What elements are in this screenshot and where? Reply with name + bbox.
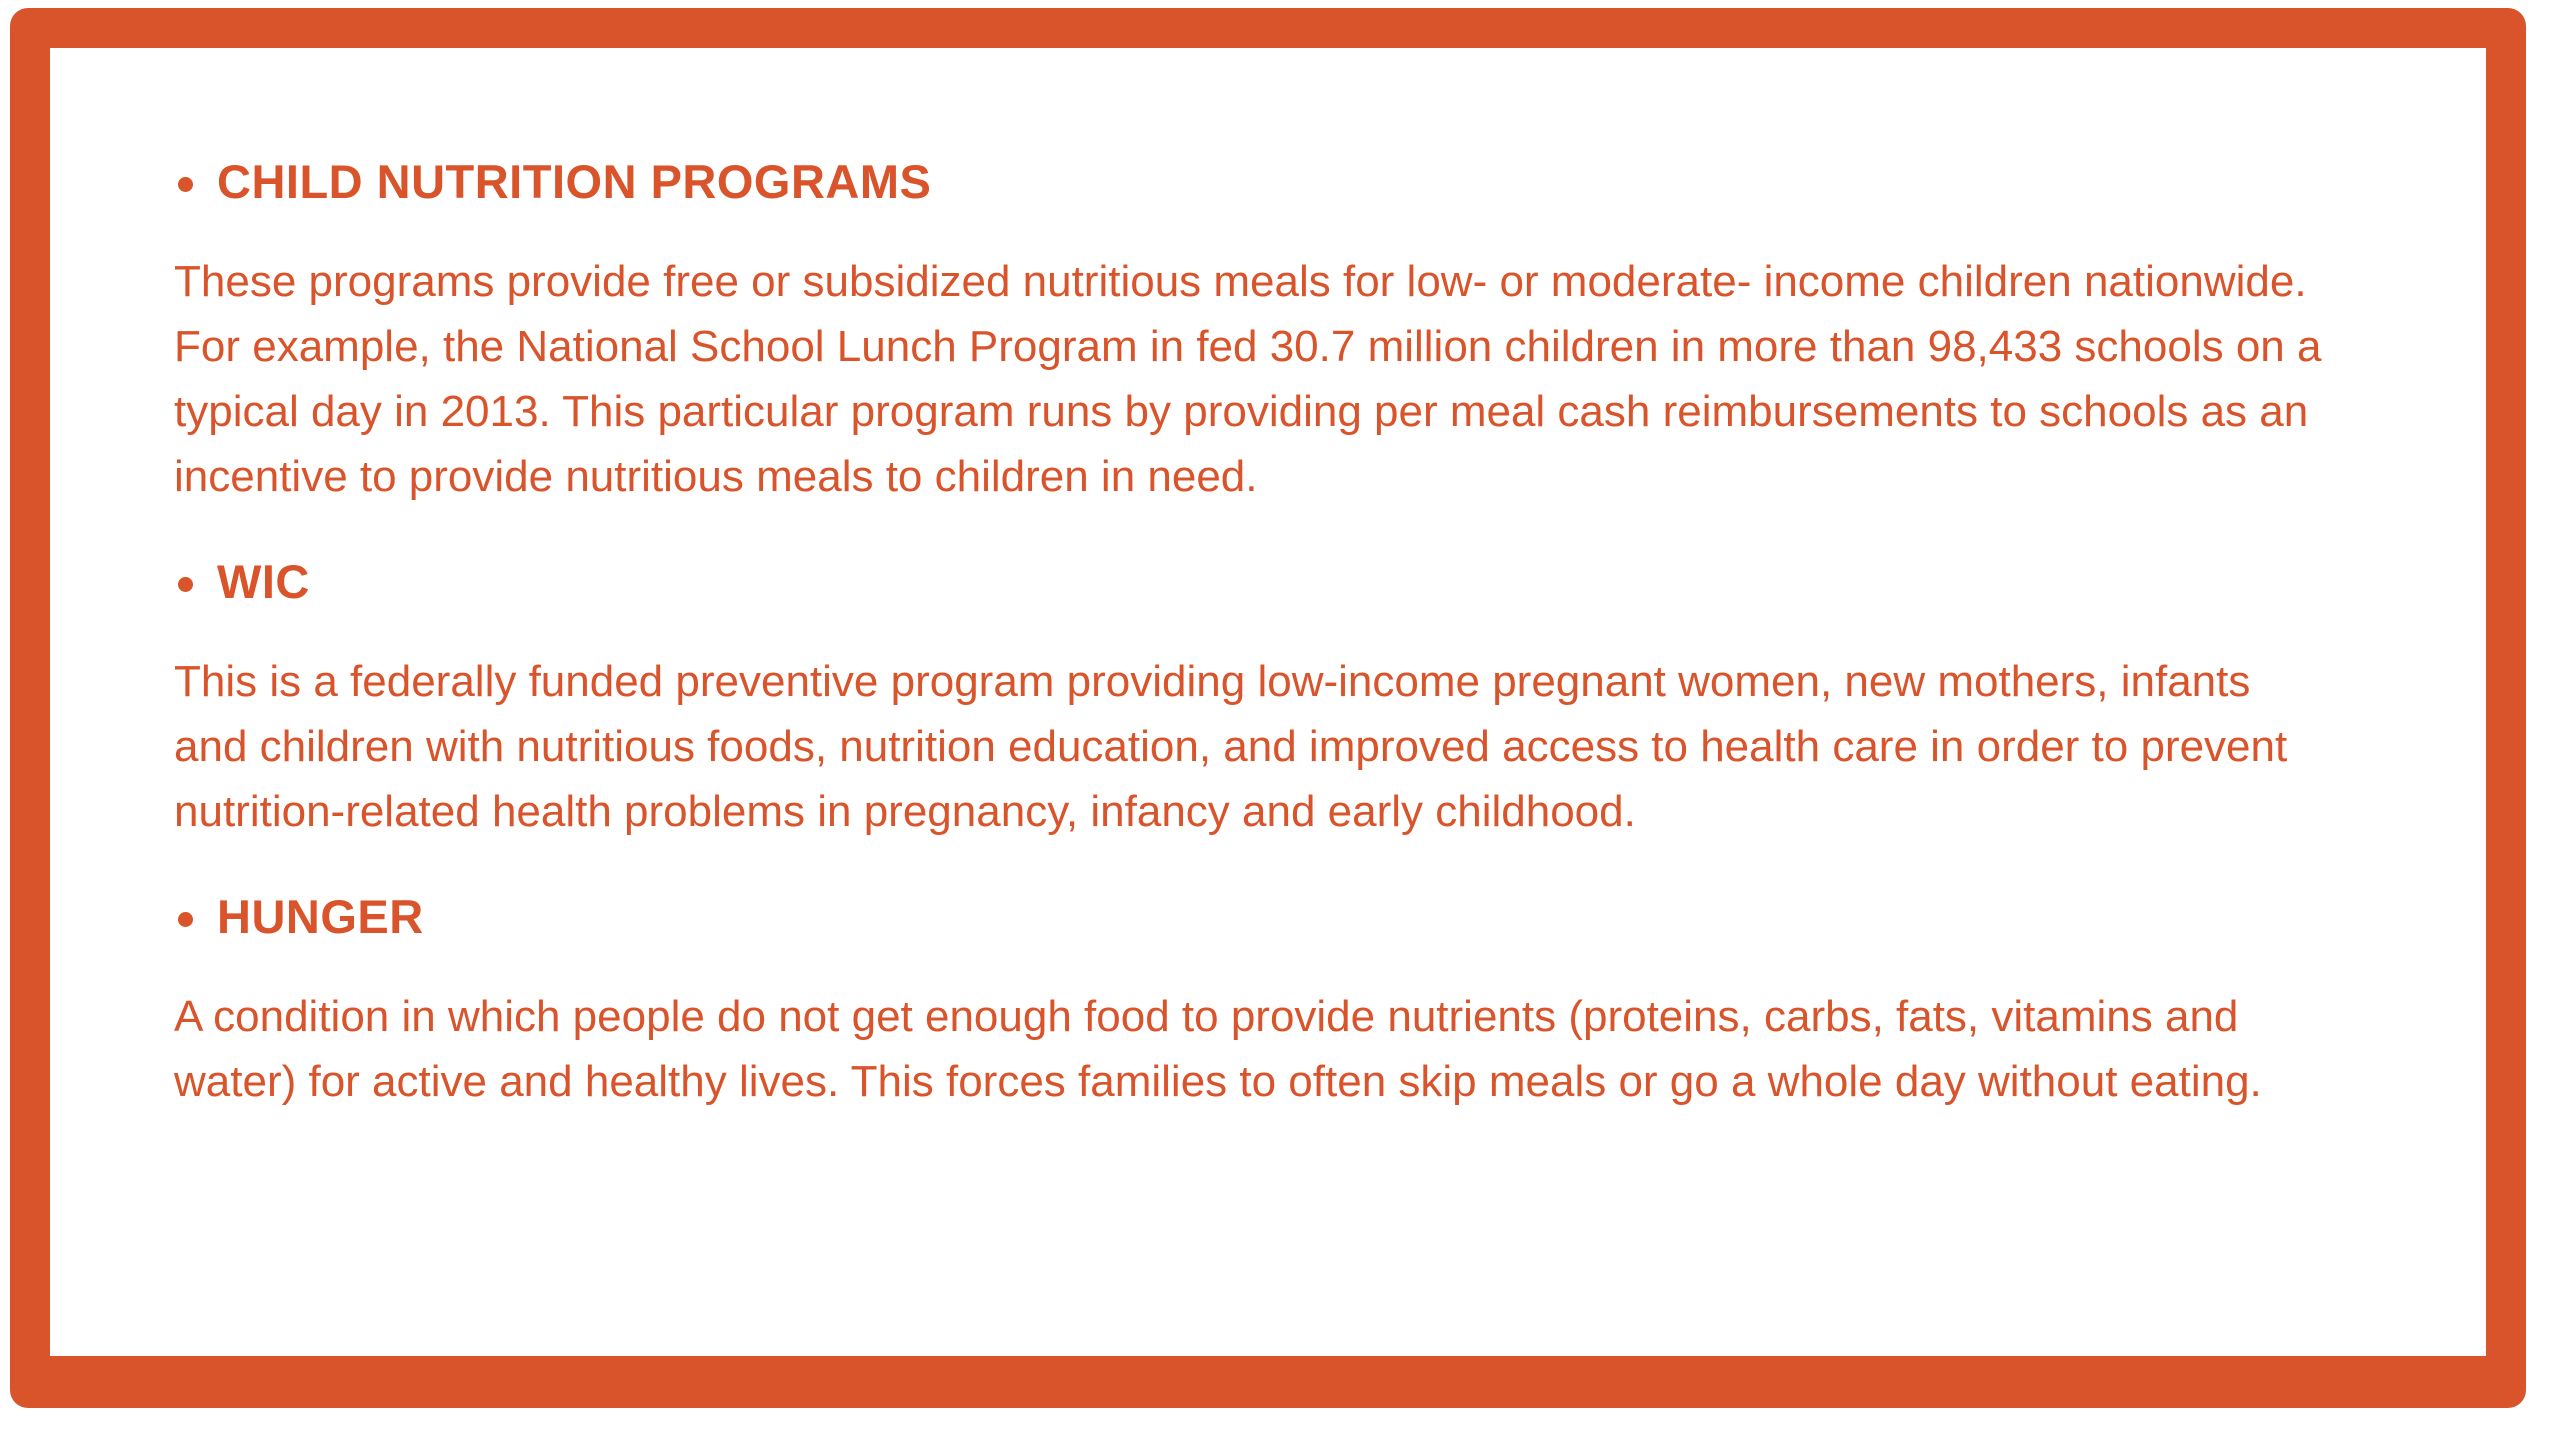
section-heading: WIC	[217, 554, 310, 608]
section-body: A condition in which people do not get enough food to provide nutrients (proteins, carbs, fats, vitamins and water) for active and healthy lives. This forces families to often skip meals or go a whole day without eating.	[174, 992, 2262, 1107]
slide-frame	[10, 8, 2526, 1408]
section-body: This is a federally funded preventive program providing low-income pregnant women, new mothers, infants and children with nutritious foods, nutrition education, and improved access to health care in order to prevent nutrition-related health problems in pregnancy, infancy and early childhood.	[174, 657, 2288, 837]
bullet-icon	[178, 577, 193, 592]
bullet-icon	[178, 912, 193, 927]
section-heading-row	[174, 154, 2322, 210]
section-heading-row	[174, 554, 2322, 610]
section-child-nutrition-programs	[174, 154, 2322, 510]
section-heading-row	[174, 889, 2322, 945]
bullet-icon	[178, 177, 193, 192]
slide-content	[100, 96, 2412, 1272]
section-body: These programs provide free or subsidized nutritious meals for low- or moderate- income children nationwide. For example, the National School Lunch Program in fed 30.7 million children in more than 98,433 schools on a typical day in 2013. This particular program runs by providing per meal cash reimbursements to schools as an incentive to provide nutritious meals to children in need.	[174, 257, 2322, 502]
section-heading: HUNGER	[217, 890, 424, 944]
section-wic	[174, 554, 2322, 845]
section-hunger	[174, 889, 2322, 1115]
section-heading: CHILD NUTRITION PROGRAMS	[217, 155, 932, 208]
